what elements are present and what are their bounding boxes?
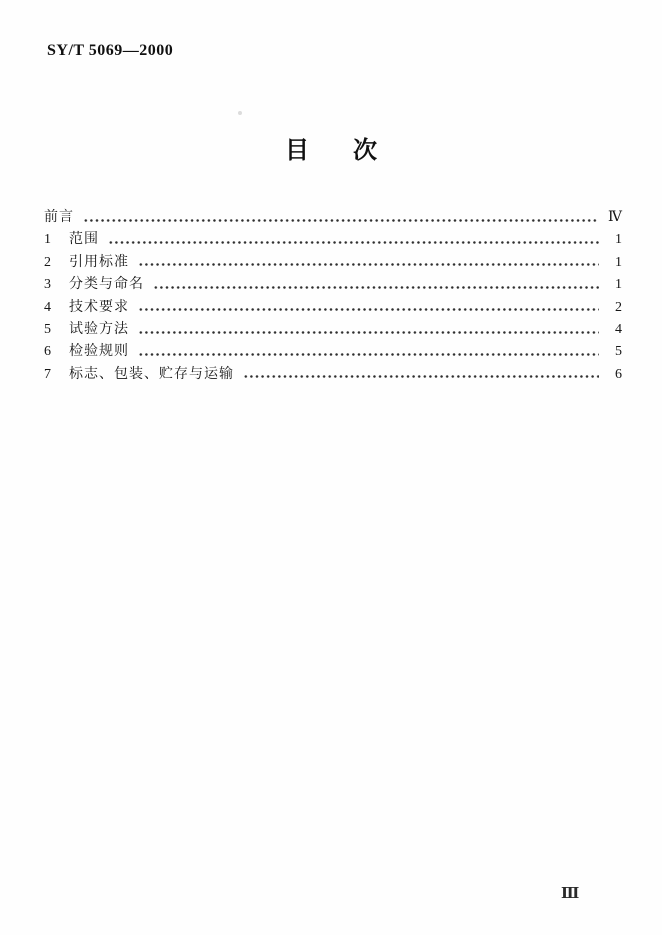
toc-entry-number: 6 xyxy=(44,344,51,360)
toc-entry-page: 2 xyxy=(615,299,622,315)
toc-entry-label: 标志、包装、贮存与运输 xyxy=(69,366,234,382)
toc-entry-label: 试验方法 xyxy=(69,321,129,337)
dot-leader xyxy=(138,263,599,266)
page-title xyxy=(0,130,662,165)
toc-entry-foreword xyxy=(44,207,622,229)
toc-entry-number: 7 xyxy=(44,366,51,382)
toc-entry-label: 检验规则 xyxy=(69,344,129,360)
toc-entry-label: 范围 xyxy=(69,232,99,248)
toc-entry-page: 1 xyxy=(615,232,622,248)
dot-leader xyxy=(138,308,599,311)
dot-leader xyxy=(138,353,599,356)
toc-entry-label: 引用标准 xyxy=(69,254,129,270)
toc-entry-3 xyxy=(44,274,622,296)
toc-entry-2 xyxy=(44,252,622,274)
dot-leader xyxy=(138,331,599,334)
dot-leader xyxy=(108,241,599,244)
scan-artifact xyxy=(238,111,242,115)
toc-entry-5 xyxy=(44,319,622,341)
dot-leader xyxy=(153,286,599,289)
toc-entry-label: 技术要求 xyxy=(69,299,129,315)
toc-entry-6 xyxy=(44,341,622,363)
standard-code: SY/T 5069—2000 xyxy=(47,42,174,59)
toc-entry-page: Ⅳ xyxy=(608,210,622,225)
toc-entry-page: 4 xyxy=(615,321,622,337)
toc-entry-number: 1 xyxy=(44,232,51,248)
dot-leader xyxy=(83,219,599,222)
toc-entry-number: 2 xyxy=(44,254,51,270)
toc-entry-number: 5 xyxy=(44,321,51,337)
footer-page-number: Ⅲ xyxy=(561,886,580,902)
table-of-contents xyxy=(44,207,622,386)
toc-entry-page: 1 xyxy=(615,254,622,270)
toc-entry-page: 1 xyxy=(615,277,622,293)
toc-entry-number: 3 xyxy=(44,277,51,293)
toc-entry-number: 4 xyxy=(44,299,51,315)
toc-entry-label: 前言 xyxy=(44,210,74,225)
dot-leader xyxy=(243,375,599,378)
toc-entry-7 xyxy=(44,364,622,386)
toc-entry-4 xyxy=(44,297,622,319)
toc-entry-1 xyxy=(44,229,622,251)
toc-entry-page: 5 xyxy=(615,344,622,360)
toc-entry-page: 6 xyxy=(615,366,622,382)
toc-entry-label: 分类与命名 xyxy=(69,277,144,293)
page-title-text: 目次 xyxy=(285,138,421,164)
